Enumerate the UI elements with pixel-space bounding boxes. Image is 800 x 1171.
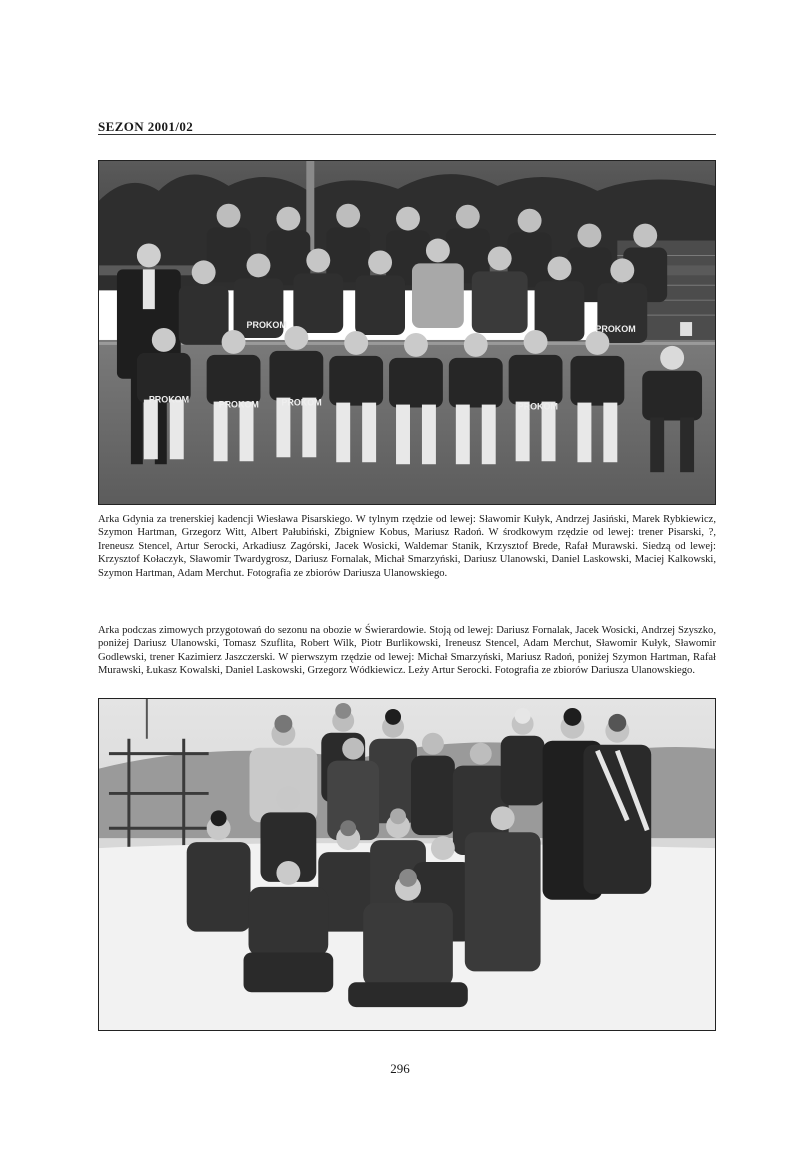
winter-camp-photo [98, 698, 716, 1031]
winter-camp-photo-image [99, 699, 715, 1030]
jersey-text: PROKOM [517, 401, 558, 412]
jersey-text: PROKOM [595, 324, 636, 335]
team-photo-caption: Arka Gdynia za trenerskiej kadencji Wiesława Pisarskiego. W tylnym rzędzie od lewej: Sławomir Kułyk, Andrzej Jasiński, Marek Rybkiewicz, Szymon Hartman, Grzegorz Witt, Albert Pałubiński, Zbigniew Kobus, Mariusz Radoń. W środkowym rzędzie od lewej: trener Pisarski, ?, Ireneusz Stencel, Artur Serocki, Arkadiusz Zagórski, Jacek Wosicki, Waldemar Stanik, Krzysztof Brede, Rafał Murawski. Siedzą od lewej: Krzysztof Kołaczyk, Sławomir Twardygrosz, Dariusz Fornalak, Michał Smarzyński, Dariusz Ulanowski, Daniel Laskowski, Maciej Kalkowski, Szymon Hartman, Adam Merchut. Fotografia ze zbiorów Dariusza Ulanowskiego. [98, 514, 716, 579]
jersey-text: PROKOM [218, 399, 259, 410]
page-number: 296 [390, 1061, 410, 1076]
team-photo-image [99, 161, 715, 504]
jersey-text: PROKOM [148, 394, 190, 405]
running-head: SEZON 2001/02 [98, 119, 194, 134]
jersey-text: PROKOM [246, 320, 287, 331]
winter-photo-caption: Arka podczas zimowych przygotowań do sezonu na obozie w Świerardowie. Stoją od lewej: Dariusz Fornalak, Jacek Wosicki, Andrzej Szyszko, poniżej Dariusz Ulanowski, Tomasz Szuflita, Robert Wilk, Piotr Burlikowski, Ireneusz Stencel, Adam Merchut, Sławomir Kułyk, Sławomir Godlewski, trener Kazimierz Jaszczerski. W pierwszym rzędzie od lewej: Michał Smarzyński, Mariusz Radoń, poniżej Szymon Hartman, Rafał Murawski, Łukasz Kowalski, Daniel Laskowski, Grzegorz Wódkiewicz. Leży Artur Serocki. Fotografia ze zbiorów Dariusza Ulanowskiego. [98, 625, 716, 677]
team-photo [98, 160, 716, 505]
header-rule [98, 134, 716, 135]
jersey-text: PROKOM [281, 397, 322, 408]
